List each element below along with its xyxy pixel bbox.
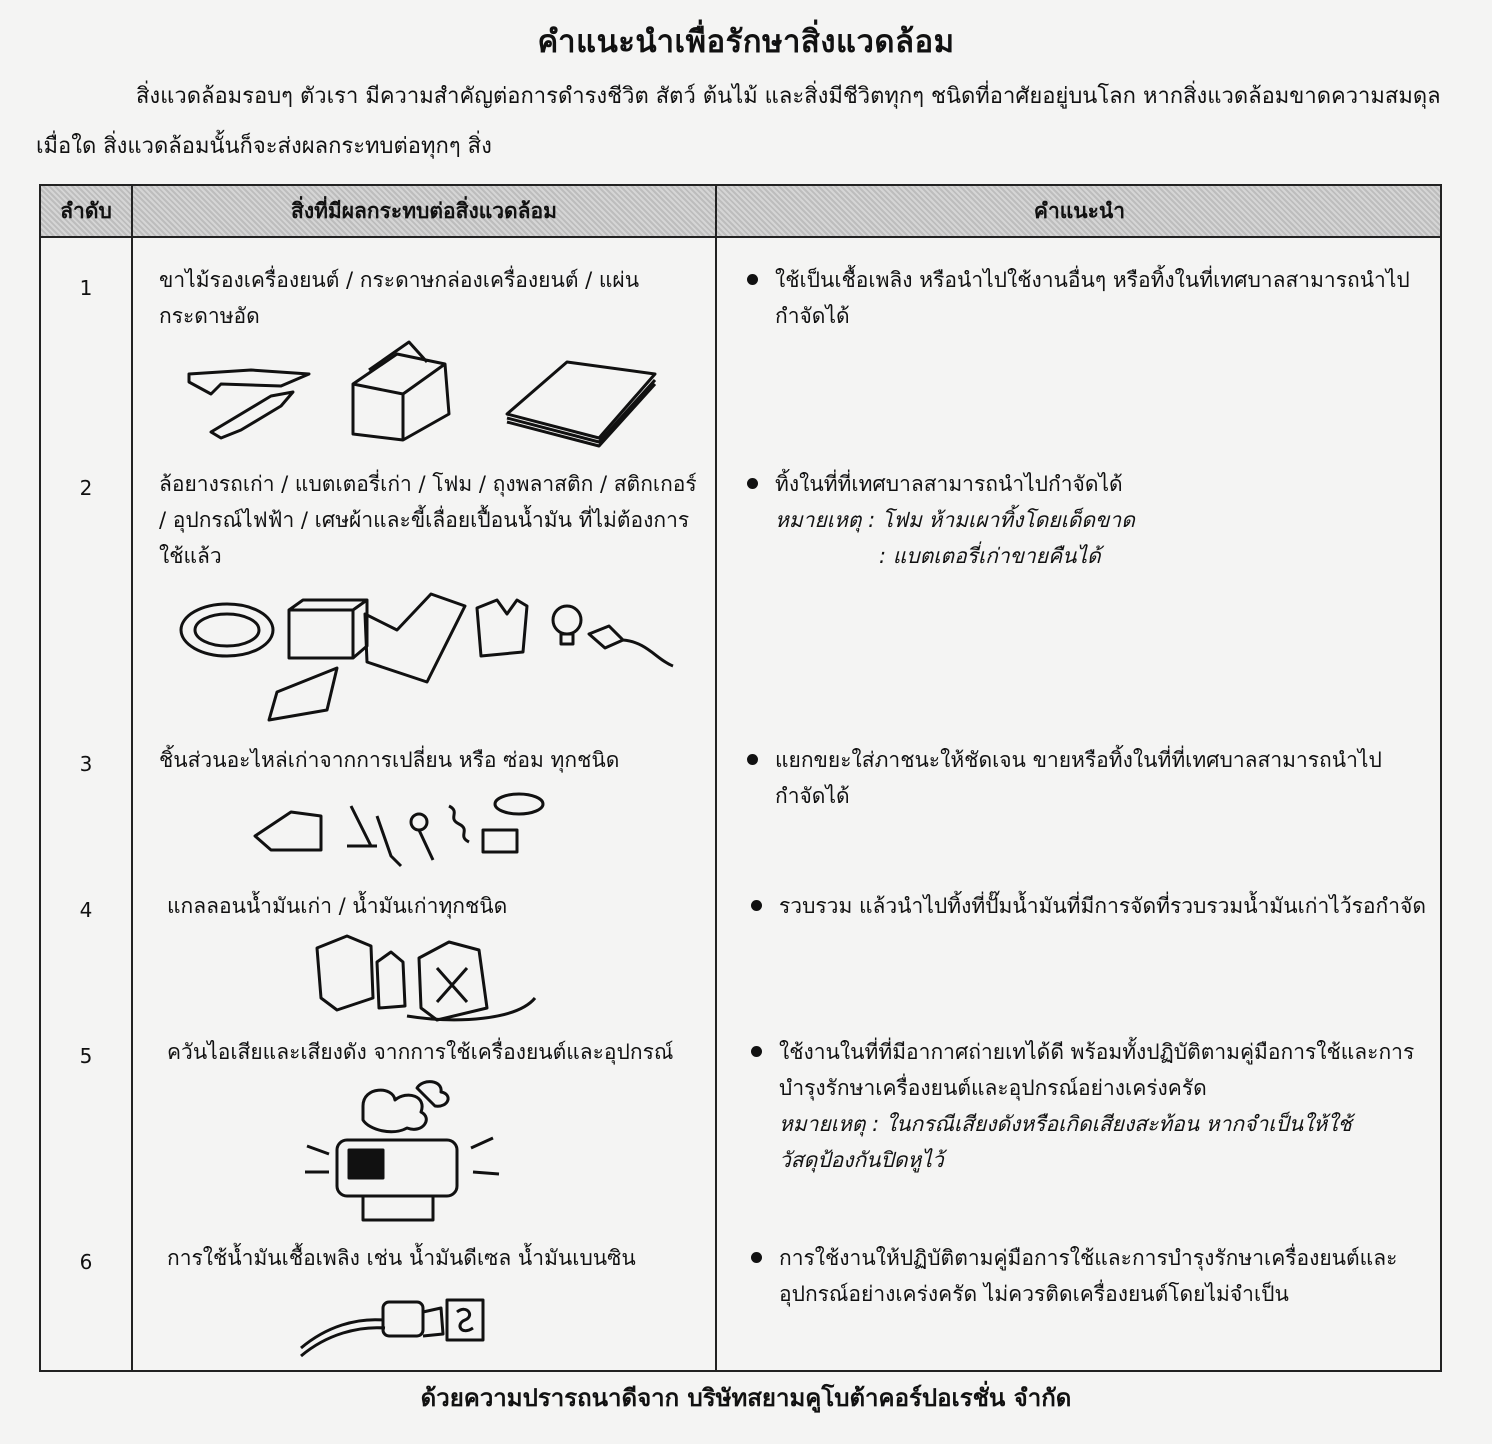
header-order: ลำดับ bbox=[60, 199, 112, 223]
tire-battery-foam-bag-bulb-illustration bbox=[177, 590, 677, 730]
row-item: ชิ้นส่วนอะไหล่เก่าจากการเปลี่ยน หรือ ซ่อม ทุกชนิด bbox=[159, 748, 620, 772]
row-number: 5 bbox=[79, 1044, 93, 1068]
footer-credit: ด้วยความปรารถนาดีจาก บริษัทสยามคูโบต้าคอร์ปอเรชั่น จำกัด bbox=[420, 1384, 1072, 1412]
spare-parts-illustration bbox=[251, 786, 551, 876]
row-number: 2 bbox=[79, 476, 93, 500]
oil-cans-illustration bbox=[307, 928, 547, 1028]
row-advice: ใช้เป็นเชื้อเพลิง หรือนำไปใช้งานอื่นๆ หรือทิ้งในที่เทศบาลสามารถนำไปกำจัดได้ bbox=[743, 262, 1423, 334]
row-advice: การใช้งานให้ปฏิบัติตามคู่มือการใช้และการบำรุงรักษาเครื่องยนต์และอุปกรณ์อย่างเคร่งครัด ไม่ควรติดเครื่องยนต์โดยไม่จำเป็น bbox=[747, 1240, 1427, 1312]
header-impact: สิ่งที่มีผลกระทบต่อสิ่งแวดล้อม bbox=[291, 199, 557, 223]
wood-box-cardboard-illustration bbox=[181, 334, 671, 454]
row-item: การใช้น้ำมันเชื้อเพลิง เช่น น้ำมันดีเซล น้ำมันเบนซิน bbox=[167, 1246, 636, 1270]
row-advice: แยกขยะใส่ภาชนะให้ชัดเจน ขายหรือทิ้งในที่ที่เทศบาลสามารถนำไปกำจัดได้ bbox=[743, 742, 1423, 814]
page-title: คำแนะนำเพื่อรักษาสิ่งแวดล้อม bbox=[537, 24, 955, 60]
column-divider bbox=[131, 186, 133, 1370]
row-advice: รวบรวม แล้วนำไปทิ้งที่ปั๊มน้ำมันที่มีการจัดที่รวบรวมน้ำมันเก่าไว้รอกำจัด bbox=[747, 888, 1427, 924]
row-number: 6 bbox=[79, 1250, 93, 1274]
table-header bbox=[41, 186, 1440, 238]
row-number: 4 bbox=[79, 898, 93, 922]
row-number: 3 bbox=[79, 752, 93, 776]
advice-table bbox=[39, 184, 1442, 1372]
row-item: ล้อยางรถเก่า / แบตเตอรี่เก่า / โฟม / ถุงพลาสติก / สติกเกอร์ / อุปกรณ์ไฟฟ้า / เศษผ้าและขี้เลื่อยเปื้อนน้ำมัน ที่ไม่ต้องการใช้แล้ว bbox=[159, 472, 697, 568]
row-advice: ทิ้งในที่ที่เทศบาลสามารถนำไปกำจัดได้ หมายเหตุ : โฟม ห้ามเผาทิ้งโดยเด็ดขาด : แบตเตอรี่เก่าขายคืนได้ bbox=[743, 466, 1423, 574]
row-item: ควันไอเสียและเสียงดัง จากการใช้เครื่องยนต์และอุปกรณ์ bbox=[167, 1040, 674, 1064]
column-divider bbox=[715, 186, 717, 1370]
intro-paragraph: สิ่งแวดล้อมรอบๆ ตัวเรา มีความสำคัญต่อการดำรงชีวิต สัตว์ ต้นไม้ และสิ่งมีชีวิตทุกๆ ชนิดที่อาศัยอยู่บนโลก หากสิ่งแวดล้อมขาดความสมดุลเมื่อใด สิ่งแวดล้อมนั้นก็จะส่งผลกระทบต่อทุกๆ สิ่ง bbox=[36, 84, 1441, 159]
row-item: แกลลอนน้ำมันเก่า / น้ำมันเก่าทุกชนิด bbox=[167, 894, 508, 918]
header-advice: คำแนะนำ bbox=[1033, 199, 1126, 223]
smoking-engine-illustration bbox=[303, 1076, 503, 1226]
row-number: 1 bbox=[79, 276, 93, 300]
row-item: ขาไม้รองเครื่องยนต์ / กระดาษกล่องเครื่องยนต์ / แผ่นกระดาษอัด bbox=[159, 268, 640, 328]
row-advice: ใช้งานในที่ที่มีอากาศถ่ายเทได้ดี พร้อมทั้งปฏิบัติตามคู่มือการใช้และการบำรุงรักษาเครื่องยนต์และอุปกรณ์อย่างเคร่งครัด หมายเหตุ : ในกรณีเสียงดังหรือเกิดเสียงสะท้อน หากจำเป็นให้ใช้วัสดุป้องกันปิดหูไว้ bbox=[747, 1034, 1427, 1178]
fuel-nozzle-illustration bbox=[297, 1282, 497, 1362]
